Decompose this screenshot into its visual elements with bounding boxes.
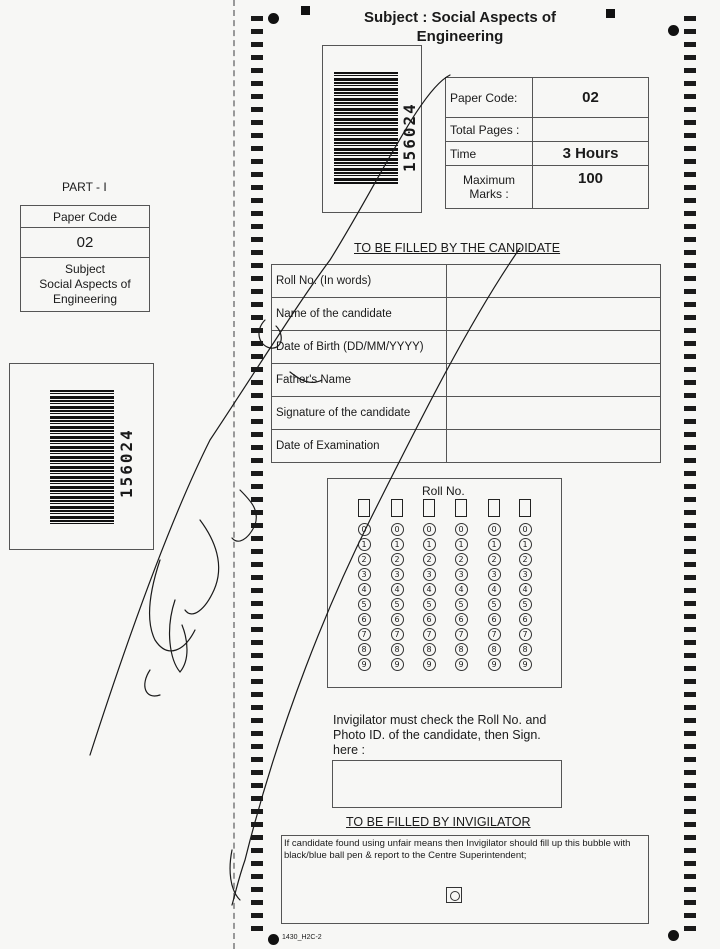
left-info-table <box>20 205 150 312</box>
roll-digit-bubble[interactable]: 6 <box>519 613 532 626</box>
roll-digit-column <box>517 499 533 673</box>
sprocket-hole <box>684 926 696 931</box>
roll-digit-box[interactable] <box>391 499 403 517</box>
sprocket-hole <box>684 757 696 762</box>
roll-digit-bubble[interactable]: 1 <box>391 538 404 551</box>
sprocket-hole <box>684 640 696 645</box>
sprocket-hole <box>684 198 696 203</box>
sprocket-hole <box>684 549 696 554</box>
sprocket-hole <box>684 406 696 411</box>
sprocket-hole <box>684 900 696 905</box>
roll-digit-bubble[interactable]: 0 <box>455 523 468 536</box>
roll-digit-bubble[interactable]: 7 <box>488 628 501 641</box>
roll-digit-bubble[interactable]: 0 <box>391 523 404 536</box>
top-barcode-number: 156024 <box>400 102 419 172</box>
sprocket-hole <box>251 81 263 86</box>
top-barcode <box>334 72 398 184</box>
sprocket-hole <box>684 146 696 151</box>
roll-digit-bubble[interactable]: 4 <box>488 583 501 596</box>
sprocket-hole <box>251 224 263 229</box>
roll-digit-bubble[interactable]: 1 <box>519 538 532 551</box>
paper-info-table <box>445 77 649 209</box>
roll-digit-bubble[interactable]: 6 <box>488 613 501 626</box>
sprocket-hole <box>251 120 263 125</box>
sprocket-hole <box>684 419 696 424</box>
sprocket-hole <box>251 822 263 827</box>
sprocket-hole <box>251 913 263 918</box>
candidate-row-input[interactable] <box>447 331 661 364</box>
sprocket-hole <box>684 81 696 86</box>
sprocket-hole <box>251 783 263 788</box>
sprocket-hole <box>684 666 696 671</box>
sprocket-hole <box>684 458 696 463</box>
sprocket-hole <box>684 913 696 918</box>
roll-digit-bubble[interactable]: 6 <box>423 613 436 626</box>
sprocket-hole <box>251 55 263 60</box>
registration-square <box>606 9 615 18</box>
max-marks-value: 100 <box>533 166 649 209</box>
roll-digit-bubble[interactable]: 8 <box>519 643 532 656</box>
candidate-row-label: Date of Birth (DD/MM/YYYY) <box>272 331 447 364</box>
roll-digit-bubble[interactable]: 9 <box>488 658 501 671</box>
roll-digit-bubble[interactable]: 5 <box>358 598 371 611</box>
unfair-means-bubble[interactable] <box>446 887 462 903</box>
sprocket-hole <box>684 250 696 255</box>
roll-digit-bubble[interactable]: 8 <box>488 643 501 656</box>
roll-digit-bubble[interactable]: 5 <box>423 598 436 611</box>
sprocket-hole <box>251 601 263 606</box>
sprocket-hole <box>251 198 263 203</box>
sprocket-hole <box>251 185 263 190</box>
sprocket-hole <box>251 757 263 762</box>
sprocket-hole <box>684 16 696 21</box>
candidate-row-label: Father's Name <box>272 364 447 397</box>
sprocket-hole <box>684 302 696 307</box>
sprocket-hole <box>684 679 696 684</box>
roll-digit-bubble[interactable]: 9 <box>391 658 404 671</box>
roll-digit-box[interactable] <box>519 499 531 517</box>
sprocket-hole <box>251 770 263 775</box>
sprocket-hole <box>251 900 263 905</box>
sprocket-hole <box>684 328 696 333</box>
paper-code-value: 02 <box>533 78 649 118</box>
candidate-row <box>272 265 661 298</box>
roll-digit-box[interactable] <box>488 499 500 517</box>
sprocket-hole <box>684 380 696 385</box>
sprocket-hole <box>684 510 696 515</box>
sprocket-hole <box>251 809 263 814</box>
registration-dot <box>268 934 279 945</box>
roll-digit-bubble[interactable]: 2 <box>455 553 468 566</box>
sprocket-hole <box>251 549 263 554</box>
roll-digit-bubble[interactable]: 8 <box>423 643 436 656</box>
sprocket-hole <box>251 29 263 34</box>
left-subject-value: Social Aspects of Engineering <box>39 277 131 306</box>
roll-digit-box[interactable] <box>358 499 370 517</box>
candidate-row-label: Roll No. (In words) <box>272 265 447 298</box>
invigilator-section-title: TO BE FILLED BY INVIGILATOR <box>346 815 531 829</box>
sprocket-hole <box>251 328 263 333</box>
max-marks-label: Maximum Marks : <box>446 166 533 209</box>
sprocket-hole <box>684 484 696 489</box>
roll-digit-bubble[interactable]: 4 <box>519 583 532 596</box>
sprocket-hole <box>251 107 263 112</box>
sprocket-hole <box>684 185 696 190</box>
roll-digit-bubble[interactable]: 0 <box>358 523 371 536</box>
sprocket-hole <box>684 835 696 840</box>
sprocket-hole <box>251 718 263 723</box>
sprocket-hole <box>251 133 263 138</box>
unfair-means-bubble-circle <box>450 891 460 901</box>
sprocket-hole <box>251 419 263 424</box>
sprocket-hole <box>251 861 263 866</box>
footer-code: 1430_H2C-2 <box>282 934 322 941</box>
sprocket-hole <box>251 926 263 931</box>
candidate-row-label: Date of Examination <box>272 430 447 463</box>
sprocket-hole <box>684 588 696 593</box>
roll-digit-bubble[interactable]: 4 <box>391 583 404 596</box>
roll-digit-bubble[interactable]: 2 <box>391 553 404 566</box>
invigilator-signature-box[interactable] <box>332 760 562 808</box>
roll-digit-bubble[interactable]: 4 <box>423 583 436 596</box>
sprocket-hole <box>684 731 696 736</box>
roll-digit-box[interactable] <box>455 499 467 517</box>
roll-digit-bubble[interactable]: 9 <box>423 658 436 671</box>
paper-code-label: Paper Code: <box>446 78 533 118</box>
sprocket-hole <box>251 679 263 684</box>
sprocket-hole <box>251 614 263 619</box>
sprocket-hole <box>684 718 696 723</box>
roll-digit-bubble[interactable]: 9 <box>455 658 468 671</box>
sprocket-hole <box>251 484 263 489</box>
sprocket-hole <box>251 497 263 502</box>
sprocket-hole <box>251 94 263 99</box>
sprocket-hole <box>684 94 696 99</box>
roll-digit-bubble[interactable]: 3 <box>391 568 404 581</box>
left-barcode-number: 156024 <box>117 428 136 498</box>
sprocket-hole <box>684 471 696 476</box>
roll-digit-bubble[interactable]: 0 <box>519 523 532 536</box>
roll-digit-bubble[interactable]: 5 <box>391 598 404 611</box>
sprocket-hole <box>684 159 696 164</box>
roll-digit-bubble[interactable]: 5 <box>488 598 501 611</box>
sprocket-hole <box>684 367 696 372</box>
invigilator-note: Invigilator must check the Roll No. and Photo ID. of the candidate, then Sign. here : <box>333 713 547 757</box>
sprocket-hole <box>684 42 696 47</box>
registration-dot <box>268 13 279 24</box>
sprocket-hole <box>251 367 263 372</box>
roll-digit-bubble[interactable]: 2 <box>423 553 436 566</box>
sprocket-hole <box>684 172 696 177</box>
candidate-row <box>272 430 661 463</box>
roll-digit-column <box>356 499 372 673</box>
roll-digit-bubble[interactable]: 7 <box>391 628 404 641</box>
sprocket-hole <box>684 211 696 216</box>
roll-digit-bubble[interactable]: 3 <box>358 568 371 581</box>
sprocket-hole <box>684 263 696 268</box>
roll-digit-column <box>453 499 469 673</box>
total-pages-value <box>533 118 649 142</box>
time-label: Time <box>446 142 533 166</box>
roll-digit-bubble[interactable]: 4 <box>455 583 468 596</box>
sprocket-hole <box>684 887 696 892</box>
candidate-row <box>272 298 661 331</box>
subject-heading-line2: Engineering <box>416 28 504 45</box>
sprocket-hole <box>684 601 696 606</box>
candidate-row <box>272 364 661 397</box>
perforation-line <box>233 0 235 949</box>
sprocket-hole <box>251 666 263 671</box>
sprocket-hole <box>251 744 263 749</box>
roll-digit-bubble[interactable]: 7 <box>423 628 436 641</box>
unfair-means-note: If candidate found using unfair means then Invigilator should fill up this bubble with black/blue ball pen & report to the Centre Superintendent; <box>284 838 631 861</box>
roll-digit-column <box>421 499 437 673</box>
left-paper-code-label: Paper Code <box>21 206 150 228</box>
sprocket-hole <box>684 276 696 281</box>
subject-heading-line1: Subject : Social Aspects of <box>364 9 556 26</box>
sprocket-hole <box>251 575 263 580</box>
roll-digit-bubble[interactable]: 3 <box>519 568 532 581</box>
left-paper-code-value: 02 <box>21 228 150 258</box>
sprocket-hole <box>684 237 696 242</box>
sprocket-hole <box>251 536 263 541</box>
sprocket-hole <box>684 562 696 567</box>
sprocket-hole <box>251 874 263 879</box>
sprocket-hole <box>251 510 263 515</box>
time-value: 3 Hours <box>533 142 649 166</box>
sprocket-hole <box>251 276 263 281</box>
roll-digit-bubble[interactable]: 3 <box>488 568 501 581</box>
left-sprocket-strip <box>251 16 263 939</box>
sprocket-hole <box>251 445 263 450</box>
candidate-row-label: Name of the candidate <box>272 298 447 331</box>
sprocket-hole <box>251 237 263 242</box>
sprocket-hole <box>251 341 263 346</box>
roll-digit-bubble[interactable]: 0 <box>423 523 436 536</box>
sprocket-hole <box>684 861 696 866</box>
sprocket-hole <box>251 211 263 216</box>
roll-digit-bubble[interactable]: 6 <box>358 613 371 626</box>
sprocket-hole <box>251 653 263 658</box>
candidate-row <box>272 397 661 430</box>
roll-digit-bubble[interactable]: 1 <box>423 538 436 551</box>
roll-digit-bubble[interactable]: 7 <box>519 628 532 641</box>
sprocket-hole <box>251 432 263 437</box>
roll-digit-bubble[interactable]: 8 <box>358 643 371 656</box>
sprocket-hole <box>251 406 263 411</box>
roll-digit-bubble[interactable]: 3 <box>423 568 436 581</box>
candidate-section-title: TO BE FILLED BY THE CANDIDATE <box>354 241 561 255</box>
sprocket-hole <box>684 55 696 60</box>
sprocket-hole <box>684 796 696 801</box>
sprocket-hole <box>684 744 696 749</box>
roll-digit-column <box>389 499 405 673</box>
sprocket-hole <box>684 497 696 502</box>
sprocket-hole <box>251 250 263 255</box>
sprocket-hole <box>251 289 263 294</box>
sprocket-hole <box>251 523 263 528</box>
sprocket-hole <box>684 120 696 125</box>
roll-digit-bubble[interactable]: 5 <box>455 598 468 611</box>
roll-digit-bubble[interactable]: 2 <box>519 553 532 566</box>
sprocket-hole <box>684 393 696 398</box>
roll-digit-bubble[interactable]: 6 <box>455 613 468 626</box>
sprocket-hole <box>251 159 263 164</box>
roll-digit-bubble[interactable]: 4 <box>358 583 371 596</box>
sprocket-hole <box>684 133 696 138</box>
sprocket-hole <box>684 68 696 73</box>
roll-digit-column <box>486 499 502 673</box>
sprocket-hole <box>251 42 263 47</box>
sprocket-hole <box>251 796 263 801</box>
sprocket-hole <box>251 562 263 567</box>
roll-digit-bubble[interactable]: 7 <box>455 628 468 641</box>
sprocket-hole <box>251 640 263 645</box>
candidate-row-input[interactable] <box>447 298 661 331</box>
sprocket-hole <box>684 432 696 437</box>
right-sprocket-strip <box>684 16 696 939</box>
left-subject-label: Subject <box>64 262 106 276</box>
sprocket-hole <box>684 874 696 879</box>
sprocket-hole <box>684 224 696 229</box>
sprocket-hole <box>251 146 263 151</box>
sprocket-hole <box>251 380 263 385</box>
sprocket-hole <box>251 887 263 892</box>
sprocket-hole <box>684 614 696 619</box>
sprocket-hole <box>251 848 263 853</box>
sprocket-hole <box>251 393 263 398</box>
sprocket-hole <box>684 575 696 580</box>
sprocket-hole <box>251 705 263 710</box>
sprocket-hole <box>251 627 263 632</box>
sprocket-hole <box>684 705 696 710</box>
sprocket-hole <box>251 16 263 21</box>
registration-dot <box>668 25 679 36</box>
sprocket-hole <box>684 315 696 320</box>
candidate-row-input[interactable] <box>447 364 661 397</box>
sprocket-hole <box>684 445 696 450</box>
sprocket-hole <box>684 822 696 827</box>
candidate-row <box>272 331 661 364</box>
sprocket-hole <box>684 653 696 658</box>
roll-grid-title: Roll No. <box>422 484 465 498</box>
sprocket-hole <box>251 263 263 268</box>
left-barcode <box>50 390 114 526</box>
sprocket-hole <box>251 315 263 320</box>
sprocket-hole <box>251 588 263 593</box>
roll-digit-bubble[interactable]: 3 <box>455 568 468 581</box>
sprocket-hole <box>684 627 696 632</box>
roll-digit-bubble[interactable]: 6 <box>391 613 404 626</box>
candidate-row-label: Signature of the candidate <box>272 397 447 430</box>
sprocket-hole <box>251 471 263 476</box>
roll-digit-bubble[interactable]: 8 <box>391 643 404 656</box>
roll-digit-bubble[interactable]: 2 <box>488 553 501 566</box>
sprocket-hole <box>251 692 263 697</box>
sprocket-hole <box>251 172 263 177</box>
sprocket-hole <box>684 809 696 814</box>
sprocket-hole <box>251 302 263 307</box>
part-label: PART - I <box>62 180 107 194</box>
roll-digit-bubble[interactable]: 0 <box>488 523 501 536</box>
roll-digit-bubble[interactable]: 8 <box>455 643 468 656</box>
subject-heading <box>320 8 600 46</box>
sprocket-hole <box>684 536 696 541</box>
roll-digit-bubble[interactable]: 1 <box>455 538 468 551</box>
left-subject-cell <box>21 258 150 312</box>
sprocket-hole <box>684 783 696 788</box>
candidate-details-table <box>271 264 661 463</box>
sprocket-hole <box>251 731 263 736</box>
candidate-row-input[interactable] <box>447 430 661 463</box>
sprocket-hole <box>251 835 263 840</box>
total-pages-label: Total Pages : <box>446 118 533 142</box>
registration-square <box>301 6 310 15</box>
sprocket-hole <box>684 107 696 112</box>
roll-digit-bubble[interactable]: 1 <box>488 538 501 551</box>
sprocket-hole <box>684 289 696 294</box>
candidate-row-input[interactable] <box>447 397 661 430</box>
sprocket-hole <box>684 692 696 697</box>
registration-dot <box>668 930 679 941</box>
sprocket-hole <box>684 341 696 346</box>
sprocket-hole <box>251 354 263 359</box>
roll-digit-bubble[interactable]: 5 <box>519 598 532 611</box>
sprocket-hole <box>684 29 696 34</box>
roll-digit-box[interactable] <box>423 499 435 517</box>
sprocket-hole <box>251 68 263 73</box>
candidate-row-input[interactable] <box>447 265 661 298</box>
sprocket-hole <box>684 354 696 359</box>
roll-digit-bubble[interactable]: 9 <box>519 658 532 671</box>
sprocket-hole <box>684 848 696 853</box>
roll-digit-bubble[interactable]: 1 <box>358 538 371 551</box>
roll-digit-bubble[interactable]: 7 <box>358 628 371 641</box>
sprocket-hole <box>684 523 696 528</box>
sprocket-hole <box>684 770 696 775</box>
sprocket-hole <box>251 458 263 463</box>
roll-digit-bubble[interactable]: 2 <box>358 553 371 566</box>
roll-digit-bubble[interactable]: 9 <box>358 658 371 671</box>
